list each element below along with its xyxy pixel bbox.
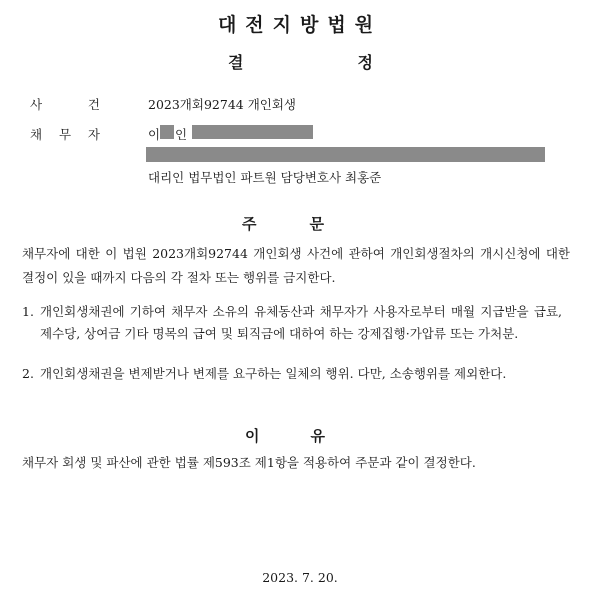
order-item [22,301,562,345]
order-item-number: 2. [22,366,34,381]
agent-line: 대리인 법무법인 파트원 담당변호사 최홍준 [148,170,382,185]
case-number: 2023개회92744 개인회생 [148,97,296,112]
case-label: 사 건 [30,97,100,112]
redacted-name-block [192,125,313,139]
order-title: 주 문 [242,215,324,233]
document-type [228,50,373,73]
order-intro: 채무자에 대한 이 법원 2023개회92744 개인회생 사건에 관하여 개인회생절차의 개시신청에 대한 결정이 있을 때까지 다음의 각 절차 또는 행위를 금지한다. [22,246,570,285]
debtor-name-last: 인 [175,127,188,142]
reason-title: 이 유 [245,427,325,445]
debtor-name-first: 이 [148,127,161,142]
document-type-char: 정 [357,53,373,72]
court-name: 대전지방법원 [217,14,383,36]
order-item-text: 개인회생채권에 기하여 채무자 소유의 유체동산과 채무자가 사용자로부터 매월 지급받을 급료, 제수당, 상여금 기타 명목의 급여 및 퇴직금에 대하여 하는 강제집행·가압류 또는 가처분. [40,304,562,341]
order-item-number: 1. [22,304,34,319]
reason-text: 채무자 회생 및 파산에 관한 법률 제593조 제1항을 적용하여 주문과 같이 결정한다. [22,455,476,470]
decision-date: 2023. 7. 20. [262,570,338,585]
document-type-char: 결 [228,53,244,72]
order-item-text: 개인회생채권을 변제받거나 변제를 요구하는 일체의 행위. 다만, 소송행위를 제외한다. [40,366,507,381]
debtor-label: 채 무 자 [30,127,100,142]
redacted-name-block [160,125,174,139]
redacted-address-block [146,147,545,162]
order-item [22,363,562,385]
